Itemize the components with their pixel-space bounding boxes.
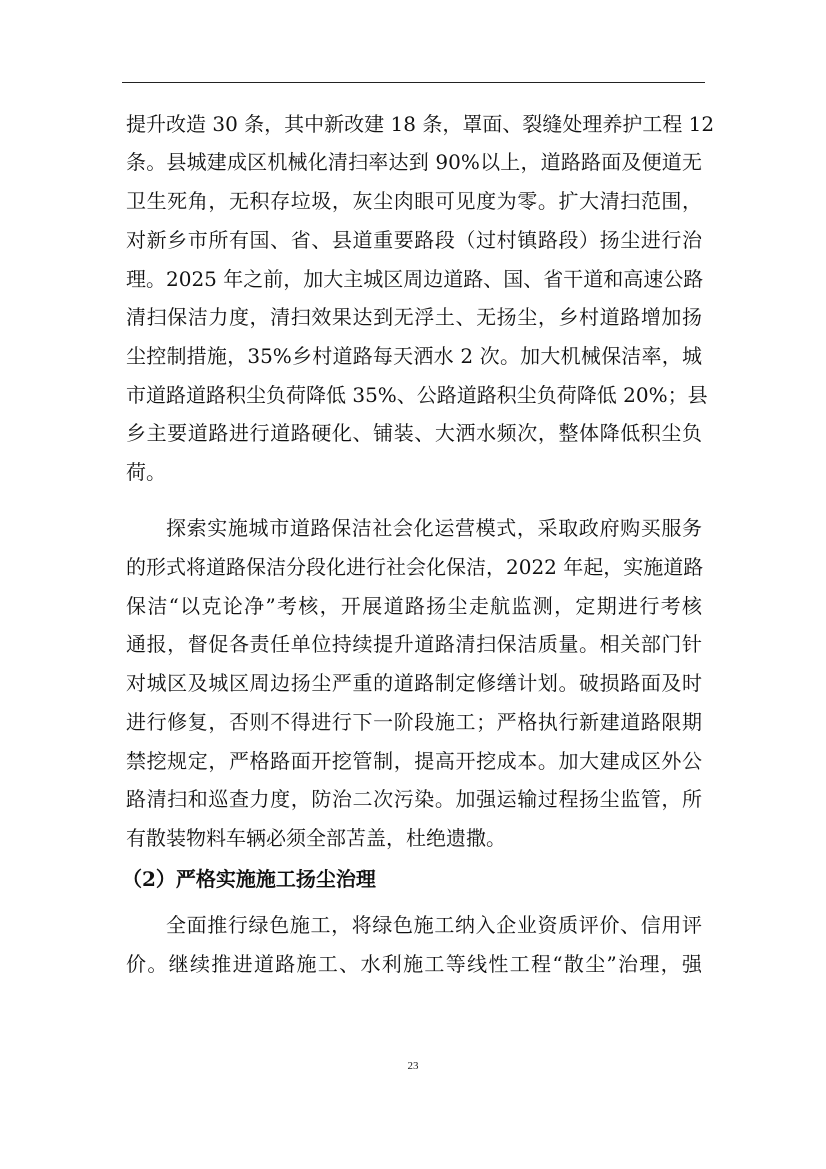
paragraph-line: 保洁“以克论净”考核，开展道路扬尘走航监测，定期进行考核 [126, 594, 702, 618]
paragraph-line: 有散装物料车辆必须全部苫盖，杜绝遗撒。 [126, 826, 506, 850]
section-heading: （2）严格实施施工扬尘治理 [122, 867, 376, 891]
paragraph-line: 乡主要道路进行道路硬化、铺装、大洒水频次，整体降低积尘负 [126, 421, 702, 445]
paragraph-line: 清扫保洁力度，清扫效果达到无浮土、无扬尘，乡村道路增加扬 [126, 305, 702, 329]
page-number: 23 [407, 1060, 419, 1072]
paragraph-line: 市道路道路积尘负荷降低 35%、公路道路积尘负荷降低 20%；县 [126, 383, 708, 407]
paragraph-line: 对新乡市所有国、省、县道重要路段（过村镇路段）扬尘进行治 [126, 228, 702, 252]
paragraph-line: 禁挖规定，严格路面开挖管制，提高开挖成本。加大建成区外公 [126, 749, 702, 773]
paragraph-line: 荷。 [126, 460, 166, 484]
paragraph-line: 对城区及城区周边扬尘严重的道路制定修缮计划。破损路面及时 [126, 671, 702, 695]
paragraph-line: 探索实施城市道路保洁社会化运营模式，采取政府购买服务 [166, 516, 702, 540]
paragraph-line: 通报，督促各责任单位持续提升道路清扫保洁质量。相关部门针 [126, 632, 702, 656]
paragraph-line: 进行修复，否则不得进行下一阶段施工；严格执行新建道路限期 [126, 710, 702, 734]
paragraph-line: 路清扫和巡查力度，防治二次污染。加强运输过程扬尘监管，所 [126, 787, 702, 811]
paragraph-line: 提升改造 30 条，其中新改建 18 条，罩面、裂缝处理养护工程 12 [126, 112, 715, 136]
paragraph-line: 条。县城建成区机械化清扫率达到 90%以上，道路路面及便道无 [126, 150, 702, 174]
paragraph-line: 尘控制措施，35%乡村道路每天洒水 2 次。加大机械保洁率，城 [126, 344, 702, 368]
paragraph-line: 全面推行绿色施工，将绿色施工纳入企业资质评价、信用评 [166, 913, 702, 937]
paragraph-line: 价。继续推进道路施工、水利施工等线性工程“散尘”治理，强 [126, 952, 702, 976]
header-rule [122, 82, 705, 83]
paragraph-line: 卫生死角，无积存垃圾，灰尘肉眼可见度为零。扩大清扫范围， [126, 189, 702, 213]
paragraph-line: 的形式将道路保洁分段化进行社会化保洁，2022 年起，实施道路 [126, 555, 704, 579]
paragraph-line: 理。2025 年之前，加大主城区周边道路、国、省干道和高速公路 [126, 267, 704, 291]
